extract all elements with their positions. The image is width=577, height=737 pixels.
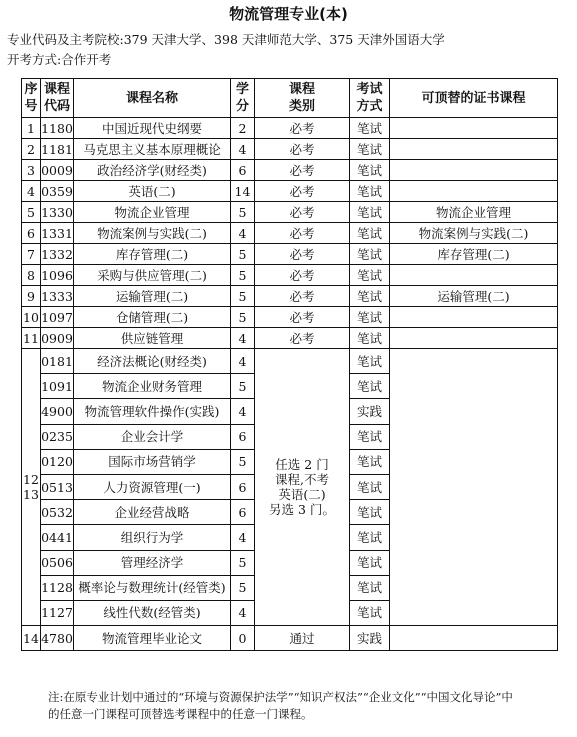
table-header-row	[22, 79, 558, 118]
cell-exam: 笔试	[350, 181, 390, 202]
cell-exam: 笔试	[350, 449, 390, 474]
cell-category: 通过	[255, 626, 350, 651]
table-row	[22, 286, 558, 307]
cell-exam: 笔试	[350, 374, 390, 399]
cell-code: 1181	[41, 139, 74, 160]
cell-exam: 笔试	[350, 575, 390, 600]
header-seq: 序 号	[22, 79, 41, 118]
footnote	[48, 689, 558, 723]
cell-replace	[390, 160, 558, 181]
cell-name: 线性代数(经管类)	[74, 600, 231, 625]
cell-name: 企业会计学	[74, 424, 231, 449]
cell-credit: 4	[231, 600, 255, 625]
cell-credit: 6	[231, 160, 255, 181]
cell-code: 1097	[41, 307, 74, 328]
table-row	[22, 349, 558, 374]
cell-category: 必考	[255, 328, 350, 349]
cell-exam: 笔试	[350, 223, 390, 244]
header-credit: 学 分	[231, 79, 255, 118]
cell-code: 0513	[41, 474, 74, 499]
cell-credit: 5	[231, 265, 255, 286]
cell-seq: 1	[22, 118, 41, 139]
cell-credit: 5	[231, 202, 255, 223]
cell-code: 0120	[41, 449, 74, 474]
cell-exam: 笔试	[350, 424, 390, 449]
exam-institutions: 专业代码及主考院校:379 天津大学、398 天津师范大学、375 天津外国语大学	[7, 32, 445, 47]
cell-code: 1091	[41, 374, 74, 399]
cell-name: 供应链管理	[74, 328, 231, 349]
cell-name: 物流企业管理	[74, 202, 231, 223]
cell-seq: 2	[22, 139, 41, 160]
cell-code: 1330	[41, 202, 74, 223]
cell-replace	[390, 118, 558, 139]
table-row	[22, 328, 558, 349]
cell-code: 4900	[41, 399, 74, 424]
cell-name: 管理经济学	[74, 550, 231, 575]
cell-credit: 6	[231, 424, 255, 449]
cell-exam: 笔试	[350, 600, 390, 625]
cell-exam: 笔试	[350, 139, 390, 160]
cell-replace	[390, 626, 558, 651]
cell-replace	[390, 181, 558, 202]
cell-credit: 4	[231, 399, 255, 424]
cell-credit: 6	[231, 500, 255, 525]
table-row	[22, 139, 558, 160]
cell-replace: 物流案例与实践(二)	[390, 223, 558, 244]
cell-category: 必考	[255, 223, 350, 244]
elective-rule-line: 任选 2 门	[275, 457, 329, 473]
exam-mode: 开考方式:合作开考	[7, 52, 112, 67]
cell-seq: 7	[22, 244, 41, 265]
cell-credit: 4	[231, 525, 255, 550]
cell-code: 1096	[41, 265, 74, 286]
header-replace: 可顶替的证书课程	[390, 79, 558, 118]
cell-code: 0009	[41, 160, 74, 181]
cell-exam: 笔试	[350, 349, 390, 374]
cell-name: 概率论与数理统计(经管类)	[74, 575, 231, 600]
cell-code: 1331	[41, 223, 74, 244]
elective-rule-line: 另选 3 门。	[269, 502, 335, 518]
cell-exam: 笔试	[350, 160, 390, 181]
table-row	[22, 181, 558, 202]
course-table	[21, 78, 558, 651]
cell-code: 4780	[41, 626, 74, 651]
cell-credit: 5	[231, 307, 255, 328]
cell-seq: 10	[22, 307, 41, 328]
cell-credit: 4	[231, 328, 255, 349]
cell-exam: 笔试	[350, 118, 390, 139]
table-row	[22, 223, 558, 244]
cell-code: 0506	[41, 550, 74, 575]
cell-seq: 8	[22, 265, 41, 286]
cell-name: 中国近现代史纲要	[74, 118, 231, 139]
elective-seq-number: 12	[23, 472, 39, 488]
cell-credit: 4	[231, 223, 255, 244]
cell-seq: 3	[22, 160, 41, 181]
cell-code: 1128	[41, 575, 74, 600]
header-category: 课程 类别	[255, 79, 350, 118]
cell-seq: 5	[22, 202, 41, 223]
cell-exam: 笔试	[350, 202, 390, 223]
table-row	[22, 626, 558, 651]
cell-name: 企业经营战略	[74, 500, 231, 525]
cell-credit: 5	[231, 550, 255, 575]
cell-category: 必考	[255, 160, 350, 181]
elective-rule-line: 英语(二)	[278, 487, 326, 503]
cell-credit: 5	[231, 449, 255, 474]
cell-replace	[390, 307, 558, 328]
cell-seq: 6	[22, 223, 41, 244]
cell-name: 组织行为学	[74, 525, 231, 550]
footnote-line-2: 的任意一门课程可顶替选考课程中的任意一门课程。	[48, 707, 313, 721]
cell-code: 1333	[41, 286, 74, 307]
cell-name: 物流管理软件操作(实践)	[74, 399, 231, 424]
cell-exam: 实践	[350, 399, 390, 424]
cell-category: 必考	[255, 202, 350, 223]
cell-name: 仓储管理(二)	[74, 307, 231, 328]
header-code: 课程 代码	[41, 79, 74, 118]
cell-replace: 运输管理(二)	[390, 286, 558, 307]
cell-name: 国际市场营销学	[74, 449, 231, 474]
cell-exam: 笔试	[350, 244, 390, 265]
cell-category: 必考	[255, 139, 350, 160]
cell-exam: 笔试	[350, 286, 390, 307]
table-row	[22, 160, 558, 181]
cell-name: 经济法概论(财经类)	[74, 349, 231, 374]
cell-name: 物流企业财务管理	[74, 374, 231, 399]
cell-replace	[390, 265, 558, 286]
header-exam: 考试 方式	[350, 79, 390, 118]
cell-category: 必考	[255, 307, 350, 328]
cell-name: 物流管理毕业论文	[74, 626, 231, 651]
cell-credit: 5	[231, 286, 255, 307]
cell-exam: 笔试	[350, 328, 390, 349]
cell-elective-rule	[255, 349, 350, 626]
cell-category: 必考	[255, 118, 350, 139]
table-row	[22, 265, 558, 286]
cell-credit: 5	[231, 374, 255, 399]
page-title: 物流管理专业(本)	[229, 5, 348, 23]
cell-replace: 物流企业管理	[390, 202, 558, 223]
cell-name: 马克思主义基本原理概论	[74, 139, 231, 160]
cell-name: 运输管理(二)	[74, 286, 231, 307]
cell-code: 0909	[41, 328, 74, 349]
cell-replace: 库存管理(二)	[390, 244, 558, 265]
table-row	[22, 202, 558, 223]
cell-seq: 9	[22, 286, 41, 307]
cell-replace	[390, 328, 558, 349]
cell-exam: 笔试	[350, 307, 390, 328]
cell-credit: 6	[231, 474, 255, 499]
cell-exam: 笔试	[350, 525, 390, 550]
footnote-line-1: 注:在原专业计划中通过的“环境与资源保护法学”“知识产权法”“企业文化”“中国文化导论”中	[48, 690, 513, 704]
cell-exam: 笔试	[350, 474, 390, 499]
cell-code: 0181	[41, 349, 74, 374]
cell-code: 0532	[41, 500, 74, 525]
cell-credit: 5	[231, 244, 255, 265]
cell-code: 1180	[41, 118, 74, 139]
cell-code: 0359	[41, 181, 74, 202]
cell-seq: 4	[22, 181, 41, 202]
cell-name: 采购与供应管理(二)	[74, 265, 231, 286]
cell-name: 政治经济学(财经类)	[74, 160, 231, 181]
elective-seq-number: 13	[23, 487, 39, 503]
cell-category: 必考	[255, 265, 350, 286]
cell-exam: 实践	[350, 626, 390, 651]
cell-code: 0235	[41, 424, 74, 449]
cell-credit: 4	[231, 349, 255, 374]
cell-credit: 4	[231, 139, 255, 160]
cell-seq-elective	[22, 349, 41, 626]
cell-name: 英语(二)	[74, 181, 231, 202]
table-row	[22, 118, 558, 139]
cell-exam: 笔试	[350, 500, 390, 525]
cell-credit: 14	[231, 181, 255, 202]
cell-seq: 14	[22, 626, 41, 651]
cell-exam: 笔试	[350, 550, 390, 575]
cell-credit: 5	[231, 575, 255, 600]
cell-code: 1127	[41, 600, 74, 625]
cell-code: 0441	[41, 525, 74, 550]
table-row	[22, 307, 558, 328]
cell-exam: 笔试	[350, 265, 390, 286]
cell-credit: 2	[231, 118, 255, 139]
cell-code: 1332	[41, 244, 74, 265]
cell-replace-empty	[390, 349, 558, 626]
table-body	[22, 118, 558, 651]
cell-category: 必考	[255, 244, 350, 265]
cell-name: 人力资源管理(一)	[74, 474, 231, 499]
header-name: 课程名称	[74, 79, 231, 118]
cell-credit: 0	[231, 626, 255, 651]
cell-name: 库存管理(二)	[74, 244, 231, 265]
elective-rule-line: 课程,不考	[275, 472, 329, 488]
cell-category: 必考	[255, 181, 350, 202]
cell-category: 必考	[255, 286, 350, 307]
cell-replace	[390, 139, 558, 160]
table-row	[22, 244, 558, 265]
cell-seq: 11	[22, 328, 41, 349]
cell-name: 物流案例与实践(二)	[74, 223, 231, 244]
